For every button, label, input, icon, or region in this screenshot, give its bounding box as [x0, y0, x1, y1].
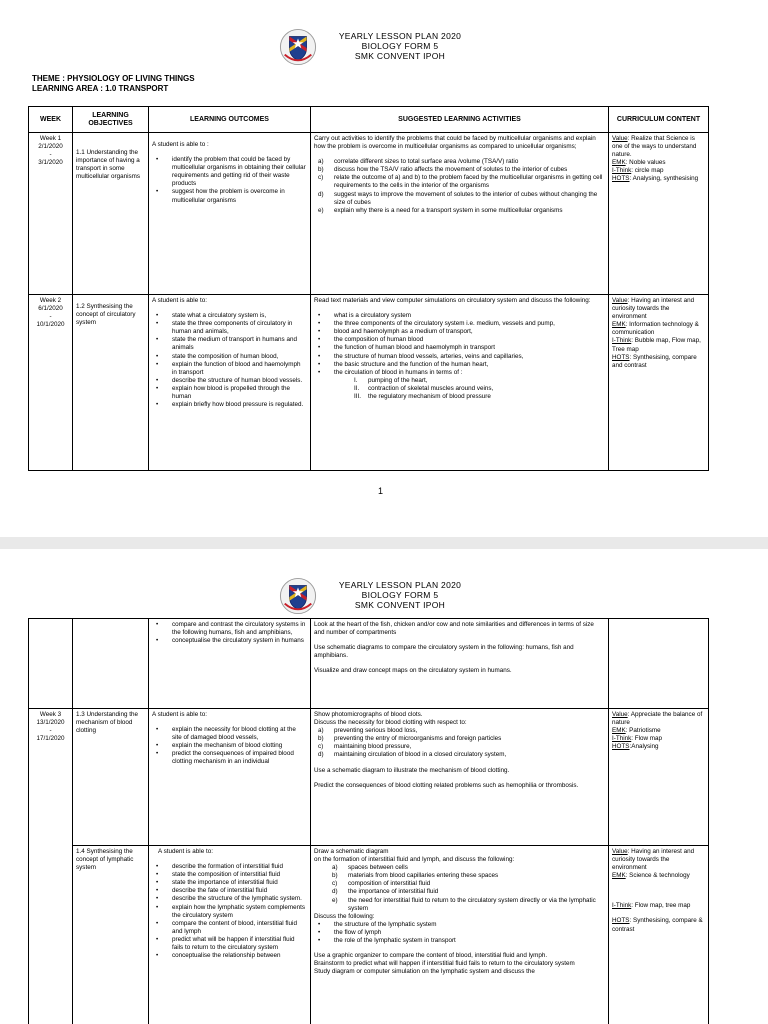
- table-row: [29, 133, 709, 295]
- header-line-1: YEARLY LESSON PLAN 2020: [338, 31, 462, 41]
- ithink-line: I-Think: circle map: [612, 167, 664, 175]
- activity-text: Discuss the necessity for blood clotting with respect to:: [314, 719, 467, 727]
- value-line: Value: Having an interest and curiosity towards the environment: [612, 297, 695, 321]
- list-item: • conceptualise the relationship between: [156, 952, 307, 960]
- header-line-3: SMK CONVENT IPOH: [354, 51, 446, 61]
- week-start-date: 13/1/2020: [36, 719, 65, 727]
- outcomes-intro: A student is able to :: [152, 141, 209, 148]
- activity-text: Show photomicrographs of blood clots.: [314, 711, 423, 718]
- learning-area: LEARNING AREA : 1.0 TRANSPORT: [32, 84, 169, 93]
- activity-text: on the formation of interstitial fluid and lymph, and discuss the following:: [314, 856, 515, 864]
- activities-cell: [311, 619, 609, 709]
- activity-text: Brainstorm to predict what will happen if interstitial fluid fails to return to the circulatory system: [314, 960, 575, 968]
- activity-text: Study diagram or computer simulation on the lymphatic system and discuss the: [314, 968, 535, 976]
- list-item: • explain how the lymphatic system complements the circulatory system: [156, 904, 307, 920]
- list-item: • state the composition of human blood,: [156, 353, 307, 361]
- objective-text: 1.2 Synthesising the concept of circulatory system: [76, 303, 136, 327]
- list-item: • the composition of human blood: [318, 336, 605, 344]
- table-row: [29, 846, 709, 1024]
- hots-line: HOTS: Synthesising, compare & contrast: [612, 917, 703, 933]
- week-cell: [29, 709, 73, 1024]
- list-item: • the circulation of blood in humans in terms of :: [318, 369, 605, 377]
- list-item: • suggest how the problem is overcome in multicellular organisms: [156, 188, 307, 204]
- week-cell: [29, 133, 73, 295]
- list-item: e) explain why there is a need for a transport system in some multicellular organisms: [318, 206, 563, 214]
- content-cell: [609, 295, 709, 471]
- column-header-objectives: LEARNING OBJECTIVES: [73, 107, 149, 133]
- list-item: • the three components of the circulatory system i.e. medium, vessels and pump,: [318, 320, 605, 328]
- objective-cell: [73, 295, 149, 471]
- activity-text: Use a schematic diagram to illustrate the mechanism of blood clotting.: [314, 766, 510, 774]
- table-row: [29, 295, 709, 471]
- activity-text: Discuss the following:: [314, 912, 375, 920]
- school-crest-icon: [279, 28, 317, 66]
- table-row: [29, 619, 709, 709]
- activities-intro: Carry out activities to identify the problems that could be faced by multicellular organisms and explain how the problem is overcome in multicellular organisms as compared to unicellular organisms;: [314, 135, 596, 151]
- activities-cell: [311, 709, 609, 846]
- emk-line: EMK: Science & technology: [612, 872, 690, 880]
- header-line-3: SMK CONVENT IPOH: [354, 600, 446, 610]
- list-item: b) materials from blood capillaries entering these spaces: [332, 872, 499, 880]
- value-line: Value: Realize that Science is one of the ways to understand nature.: [612, 135, 697, 159]
- content-cell: [609, 619, 709, 709]
- list-item: • conceptualise the circulatory system in humans: [156, 637, 307, 645]
- list-item: a) correlate different sizes to total surface area /volume (TSA/V) ratio: [318, 158, 519, 166]
- week-dash: -: [49, 727, 52, 735]
- document-header: [330, 580, 470, 610]
- content-cell: [609, 133, 709, 295]
- list-item: • compare the content of blood, interstitial fluid and lymph: [156, 920, 307, 936]
- list-item: • explain how blood is propelled through the human: [156, 385, 307, 401]
- list-item: • the structure of the lymphatic system: [318, 921, 605, 929]
- list-item: • explain the function of blood and haemolymph in transport: [156, 361, 307, 377]
- activity-text: Look at the heart of the fish, chicken and/or cow and note similarities and differences in terms of size and number of compartments: [314, 621, 594, 637]
- theme-title: THEME : PHYSIOLOGY OF LIVING THINGS: [32, 74, 195, 83]
- list-item: a) spaces between cells: [332, 864, 408, 872]
- week-dash: -: [49, 151, 52, 159]
- objective-cell: [73, 133, 149, 295]
- header-line-2: BIOLOGY FORM 5: [361, 41, 439, 51]
- column-header-activities: SUGGESTED LEARNING ACTIVITIES: [311, 107, 609, 133]
- list-item: • state the three components of circulatory in human and animals,: [156, 320, 307, 336]
- column-header-content: CURRICULUM CONTENT: [609, 107, 709, 133]
- week-label: Week 2: [39, 297, 62, 304]
- hots-line: HOTS: Synthesising, compare and contrast: [612, 353, 697, 369]
- theme-block: [32, 74, 195, 94]
- list-item: • state the medium of transport in humans and animals: [156, 336, 307, 352]
- objective-cell: [73, 846, 149, 1024]
- week-start-date: 2/1/2020: [38, 143, 63, 151]
- week-label: Week 1: [39, 135, 62, 142]
- list-item: d) maintaining circulation of blood in a closed circulatory system,: [318, 751, 507, 759]
- list-item: d) the importance of interstitial fluid: [332, 888, 439, 896]
- list-item: c) relate the outcome of a) and b) to the problem faced by the multicellular organisms in getting cell requirements to the cells in the interior of the organisms: [318, 174, 603, 190]
- column-header-week: WEEK: [29, 107, 73, 133]
- outcomes-cell: [149, 846, 311, 1024]
- list-item: • state what a circulatory system is,: [156, 312, 307, 320]
- week-dash: -: [49, 313, 52, 321]
- activity-text: Predict the consequences of blood clotting related problems such as hemophilia or thrombosis.: [314, 781, 579, 789]
- header-line-1: YEARLY LESSON PLAN 2020: [338, 580, 462, 590]
- list-item: • the flow of lymph: [318, 929, 605, 937]
- week-end-date: 3/1/2020: [38, 159, 63, 167]
- list-item: a) preventing serious blood loss,: [318, 727, 418, 735]
- list-item: b) preventing the entry of microorganisms and foreign particles: [318, 735, 502, 743]
- outcomes-cell: [149, 619, 311, 709]
- hots-line: HOTS:Analysing: [612, 743, 659, 751]
- week-end-date: 10/1/2020: [36, 321, 65, 329]
- list-item: • compare and contrast the circulatory systems in the following humans, fish and amphibians,: [156, 621, 307, 637]
- outcomes-intro: A student is able to:: [152, 297, 207, 304]
- document-page-2: [0, 549, 768, 1024]
- outcomes-intro: A student is able to:: [152, 711, 207, 718]
- objective-text: 1.1 Understanding the importance of having a transport in some multicellular organisms: [76, 149, 141, 181]
- lesson-plan-table-1: [28, 106, 709, 471]
- week-label: Week 3: [39, 711, 62, 718]
- header-line-2: BIOLOGY FORM 5: [361, 590, 439, 600]
- week-cell: [29, 619, 73, 709]
- objective-text: 1.4 Synthesising the concept of lymphatic system: [76, 848, 134, 872]
- list-item: • describe the formation of interstitial fluid: [156, 863, 307, 871]
- list-item: • explain the necessity for blood clotting at the site of damaged blood vessels,: [156, 726, 307, 742]
- hots-line: HOTS: Analysing, synthesising: [612, 175, 699, 183]
- table-row: [29, 709, 709, 846]
- objective-cell: [73, 709, 149, 846]
- emk-line: EMK: Noble values: [612, 159, 666, 167]
- school-crest-icon: [279, 577, 317, 615]
- activity-text: Draw a schematic diagram: [314, 848, 389, 855]
- list-item: • identify the problem that could be faced by multicellular organisms in obtaining their cellular requirements and getting rid of their waste products: [156, 156, 307, 188]
- list-item: III. the regulatory mechanism of blood pressure: [354, 393, 491, 401]
- emk-line: EMK: Information technology & communication: [612, 321, 699, 337]
- outcomes-cell: [149, 295, 311, 471]
- list-item: • the role of the lymphatic system in transport: [318, 937, 605, 945]
- list-item: • predict the consequences of impaired blood clotting mechanism in an individual: [156, 750, 307, 766]
- list-item: e) the need for interstitial fluid to return to the circulatory system directly or via the lymphatic system: [332, 896, 596, 912]
- activity-text: Use a graphic organizer to compare the content of blood, interstitial fluid and lymph.: [314, 952, 548, 960]
- list-item: • the function of human blood and haemolymph in transport: [318, 344, 605, 352]
- ithink-line: I-Think: Bubble map, Flow map, Tree map: [612, 337, 701, 353]
- activity-text: Visualize and draw concept maps on the circulatory system in humans.: [314, 667, 512, 675]
- outcomes-cell: [149, 709, 311, 846]
- list-item: c) composition of interstitial fluid: [332, 880, 431, 888]
- activities-cell: [311, 846, 609, 1024]
- content-cell: [609, 846, 709, 1024]
- list-item: • explain briefly how blood pressure is regulated.: [156, 401, 307, 409]
- list-item: • explain the mechanism of blood clotting: [156, 742, 307, 750]
- outcomes-cell: [149, 133, 311, 295]
- ithink-line: I-Think: Flow map, tree map: [612, 902, 691, 910]
- content-cell: [609, 709, 709, 846]
- document-header: [330, 31, 470, 61]
- list-item: • state the importance of interstitial fluid: [156, 879, 307, 887]
- list-item: • predict what will be happen if interstitial fluid fails to return to the circulatory system: [156, 936, 307, 952]
- list-item: d) suggest ways to improve the movement of solutes to the interior of cubes without changing the size of cubes: [318, 190, 598, 206]
- activities-cell: [311, 295, 609, 471]
- page-number: 1: [378, 486, 384, 496]
- ithink-line: I-Think: Flow map: [612, 735, 663, 743]
- emk-line: EMK: Patriotisme: [612, 727, 661, 735]
- column-header-outcomes: LEARNING OUTCOMES: [149, 107, 311, 133]
- list-item: c) maintaining blood pressure,: [318, 743, 412, 751]
- list-item: b) discuss how the TSA/V ratio affects the movement of solutes to the interior of cubes: [318, 166, 568, 174]
- value-line: Value: Having an interest and curiosity towards the environment: [612, 848, 695, 872]
- list-item: • describe the fate of interstitial fluid: [156, 887, 307, 895]
- table-header-row: [29, 107, 709, 133]
- value-line: Value: Appreciate the balance of nature: [612, 711, 703, 727]
- list-item: II. contraction of skeletal muscles around veins,: [354, 384, 494, 392]
- activities-cell: [311, 133, 609, 295]
- list-item: • describe the structure of the lymphatic system.: [156, 895, 307, 903]
- objective-text: 1.3 Understanding the mechanism of blood clotting: [76, 711, 138, 735]
- list-item: • the structure of human blood vessels, arteries, veins and capillaries,: [318, 353, 605, 361]
- activity-text: Use schematic diagrams to compare the circulatory system in the following: humans, fish and amphibians.: [314, 644, 574, 660]
- list-item: • what is a circulatory system: [318, 312, 605, 320]
- list-item: • blood and haemolymph as a medium of transport,: [318, 328, 605, 336]
- list-item: • state the composition of interstitial fluid: [156, 871, 307, 879]
- objective-cell: [73, 619, 149, 709]
- week-cell: [29, 295, 73, 471]
- lesson-plan-table-2: [28, 618, 709, 1024]
- list-item: • describe the structure of human blood vessels.: [156, 377, 307, 385]
- week-end-date: 17/1/2020: [36, 735, 65, 743]
- activities-intro: Read text materials and view computer simulations on circulatory system and discuss the following:: [314, 297, 591, 304]
- outcomes-intro: A student is able to:: [158, 848, 213, 855]
- list-item: • the basic structure and the function of the human heart,: [318, 361, 605, 369]
- week-start-date: 6/1/2020: [38, 305, 63, 313]
- list-item: I. pumping of the heart,: [354, 376, 428, 384]
